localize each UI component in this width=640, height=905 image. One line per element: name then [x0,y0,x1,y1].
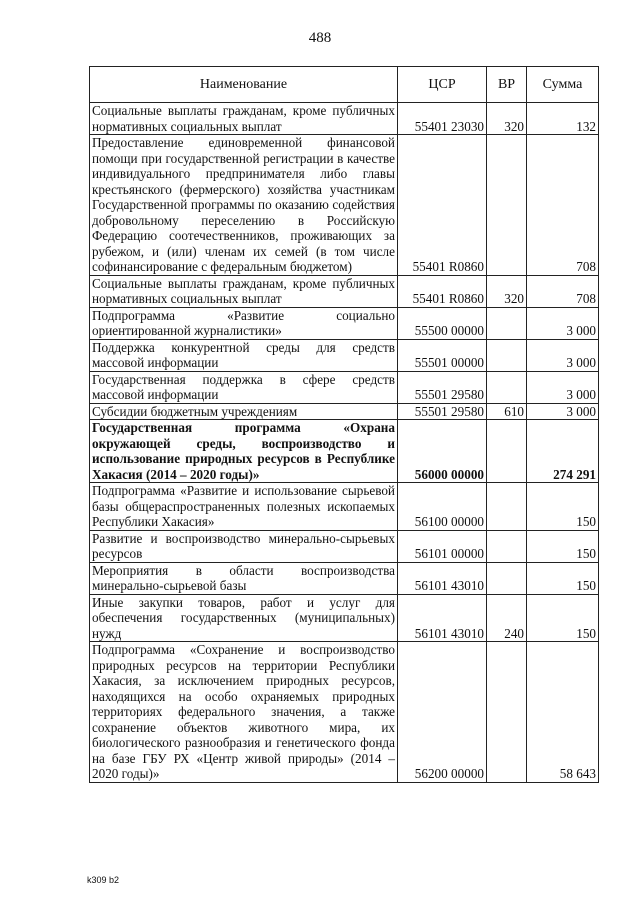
row-sum: 708 [527,275,599,307]
row-sum: 150 [527,483,599,531]
table-row [90,530,599,562]
header-name: Наименование [90,67,398,103]
row-sum: 150 [527,562,599,594]
table-header-row [90,67,599,103]
row-vr [487,642,527,783]
row-csr: 55401 R0860 [398,135,487,276]
row-sum: 274 291 [527,420,599,483]
row-vr [487,420,527,483]
row-vr [487,339,527,371]
row-vr [487,371,527,403]
row-sum: 150 [527,530,599,562]
row-vr: 320 [487,103,527,135]
row-name: Подпрограмма «Сохранение и воспроизводство природных ресурсов на территории Республики Хакасия, за исключением природных ресурсов, находящихся на особо охраняемых природных территориях федерального значения, а также сохранение объектов животного мира, их биологического разнообразия и генетического фонда на базе ГБУ РХ «Центр живой природы» (2014 – 2020 годы)» [90,642,398,783]
row-name: Поддержка конкурентной среды для средств массовой информации [90,339,398,371]
row-csr: 56000 00000 [398,420,487,483]
table-row [90,403,599,420]
row-csr: 55500 00000 [398,307,487,339]
row-vr [487,135,527,276]
table-row [90,275,599,307]
table-row [90,420,599,483]
table-row [90,339,599,371]
table-row [90,483,599,531]
row-name: Социальные выплаты гражданам, кроме публичных нормативных социальных выплат [90,103,398,135]
row-sum: 708 [527,135,599,276]
table-row [90,103,599,135]
table-row [90,371,599,403]
table-row [90,135,599,276]
budget-table [89,66,599,783]
row-sum: 3 000 [527,371,599,403]
row-csr: 55401 23030 [398,103,487,135]
row-sum: 3 000 [527,339,599,371]
table-row [90,562,599,594]
table-row [90,594,599,642]
row-csr: 55501 00000 [398,339,487,371]
row-vr [487,483,527,531]
row-vr [487,562,527,594]
header-vr: ВР [487,67,527,103]
row-sum: 3 000 [527,307,599,339]
row-name: Иные закупки товаров, работ и услуг для обеспечения государственных (муниципальных) нужд [90,594,398,642]
row-vr: 610 [487,403,527,420]
row-csr: 56101 43010 [398,562,487,594]
row-csr: 55501 29580 [398,403,487,420]
row-csr: 56101 00000 [398,530,487,562]
row-vr [487,530,527,562]
row-sum: 58 643 [527,642,599,783]
footer-code: k309 b2 [87,875,120,885]
row-sum: 150 [527,594,599,642]
row-sum: 132 [527,103,599,135]
row-csr: 55501 29580 [398,371,487,403]
row-name: Государственная программа «Охрана окружающей среды, воспроизводство и использование природных ресурсов в Республике Хакасия (2014 – 2020 годы)» [90,420,398,483]
table-row [90,642,599,783]
row-vr [487,307,527,339]
row-csr: 55401 R0860 [398,275,487,307]
row-name: Подпрограмма «Развитие и использование сырьевой базы общераспространенных полезных ископаемых Республики Хакасия» [90,483,398,531]
row-name: Социальные выплаты гражданам, кроме публичных нормативных социальных выплат [90,275,398,307]
row-csr: 56200 00000 [398,642,487,783]
row-name: Мероприятия в области воспроизводства минерально-сырьевой базы [90,562,398,594]
header-csr: ЦСР [398,67,487,103]
row-sum: 3 000 [527,403,599,420]
row-csr: 56100 00000 [398,483,487,531]
row-name: Субсидии бюджетным учреждениям [90,403,398,420]
table-row [90,307,599,339]
row-name: Развитие и воспроизводство минерально-сырьевых ресурсов [90,530,398,562]
table-body [90,103,599,783]
row-name: Государственная поддержка в сфере средств массовой информации [90,371,398,403]
page-number: 488 [308,30,332,46]
row-name: Предоставление единовременной финансовой помощи при государственной регистрации в качестве индивидуального предпринимателя либо главы крестьянского (фермерского) хозяйства участникам Государственной программы по оказанию содействия добровольному переселению в Российскую Федерацию соотечественников, проживающих за рубежом, и (или) членам их семей (в том числе софинансирование с федеральным бюджетом) [90,135,398,276]
row-vr: 320 [487,275,527,307]
row-vr: 240 [487,594,527,642]
row-csr: 56101 43010 [398,594,487,642]
header-sum: Сумма [527,67,599,103]
row-name: Подпрограмма «Развитие социально ориентированной журналистики» [90,307,398,339]
